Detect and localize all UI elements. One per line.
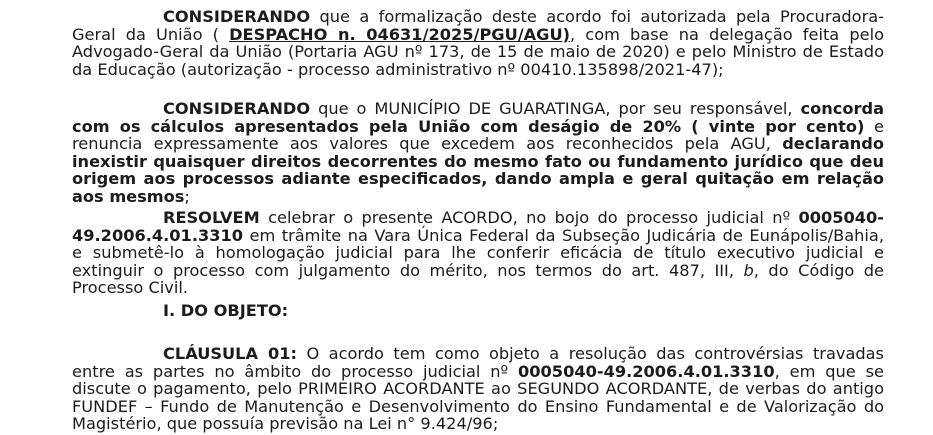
bold-clause-calculos: concorda com os cálculos apresentados pela União com deságio de 20% ( vinte por cento) bbox=[72, 99, 884, 136]
paragraph-considerando-1: CONSIDERANDO que a formalização deste acordo foi autorizada pela Procuradora-Geral da União ( DESPACHO n. 04631/2025/PGU/AGU), com base na delegação feita pelo Advogado-Geral da União (Portaria AGU nº 173, de 15 de maio de 2020) e pelo Ministro de Estado da Educação (autorização - processo administrativo nº 00410.135898/2021-47); bbox=[72, 7, 884, 79]
paragraph-clausula-01: CLÁUSULA 01: O acordo tem como objeto a resolução das controvérsias travadas entre as partes no âmbito do processo judicial nº 0005040-49.2006.4.01.3310, em que se discute o pagamento, pelo PRIMEIRO ACORDANTE ao SEGUNDO ACORDANTE, de verbas do antigo FUNDEF – Fundo de Manutenção e Desenvolvimento do Ensino Fundamental e de Valorização do Magistério, que possuía previsão na Lei n° 9.424/96; bbox=[72, 344, 884, 433]
process-number: 0005040-49.2006.4.01.3310 bbox=[518, 361, 775, 381]
considerando-label: CONSIDERANDO bbox=[163, 7, 311, 26]
clause-label: CLÁUSULA 01: bbox=[163, 344, 297, 363]
paragraph-resolvem: RESOLVEM celebrar o presente ACORDO, no bojo do processo judicial nº 0005040-49.2006.4.01.3310 em trâmite na Vara Única Federal da Subseção Judicária de Eunápolis/Bahia, e submetê-lo à homologação judicial para lhe conferir eficácia de título executivo judicial e extinguir o processo com julgamento do mérito, nos termos do art. 487, III, b, do Código de Processo Civil. bbox=[72, 208, 884, 297]
considerando-label: CONSIDERANDO bbox=[163, 99, 311, 118]
resolvem-label: RESOLVEM bbox=[163, 208, 260, 227]
process-number: 0005040-49.2006.4.01.3310 bbox=[72, 208, 884, 245]
despacho-reference: DESPACHO n. 04631/2025/PGU/AGU) bbox=[229, 24, 571, 44]
bold-clause-quitacao: declarando inexistir quaisquer direitos decorrentes do mesmo fato ou fundamento jurídico que deu origem aos processos adiante especificados, dando ampla e geral quitação em relação aos mesmos bbox=[72, 134, 884, 206]
italic-letter: b bbox=[743, 260, 754, 280]
paragraph-considerando-2: CONSIDERANDO que o MUNICÍPIO DE GUARATINGA, por seu responsável, concorda com os cálculos apresentados pela União com deságio de 20% ( vinte por cento) e renuncia expressamente aos valores que excedem aos reconhecidos pela AGU, declarando inexistir quaisquer direitos decorrentes do mesmo fato ou fundamento jurídico que deu origem aos processos adiante especificados, dando ampla e geral quitação em relação aos mesmos; bbox=[72, 99, 884, 206]
section-heading: I. DO OBJETO: bbox=[163, 301, 289, 320]
